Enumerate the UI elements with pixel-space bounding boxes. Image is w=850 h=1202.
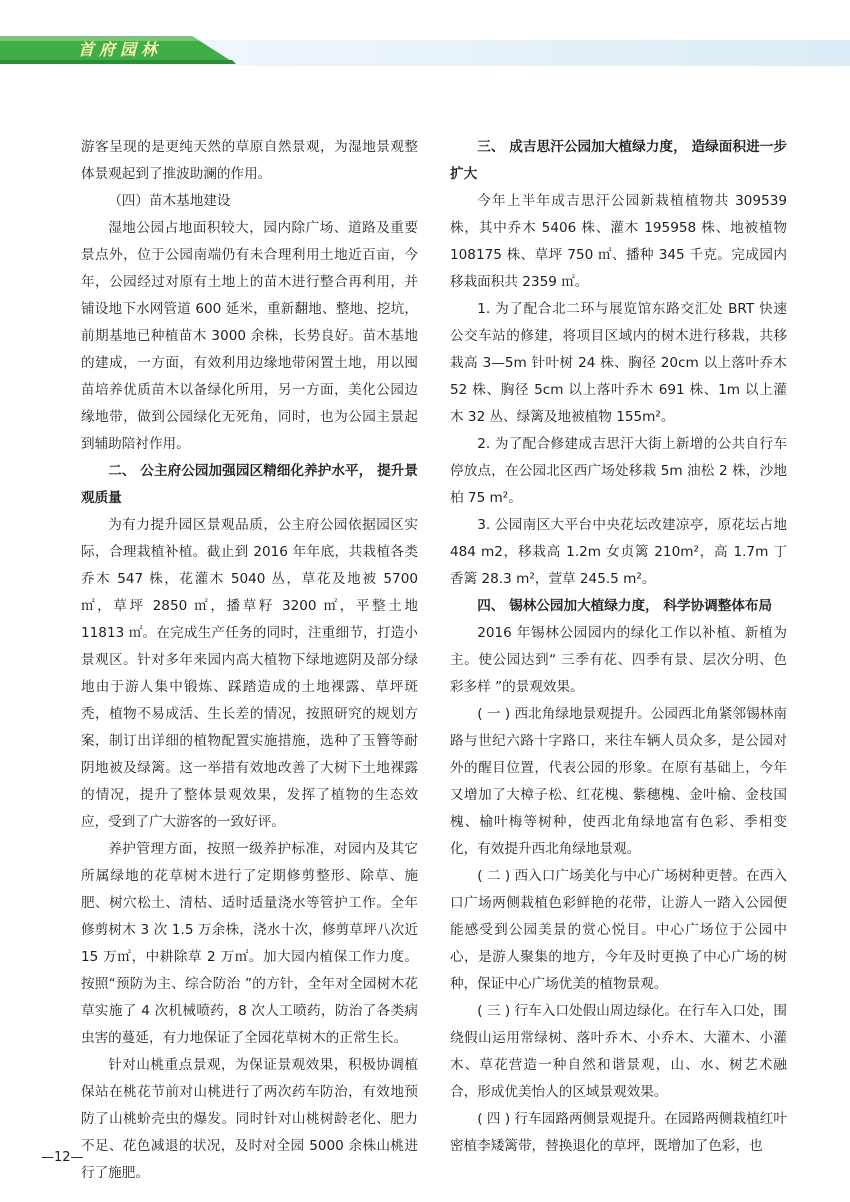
- paragraph: 3. 公园南区大平台中央花坛改建凉亭，原花坛占地 484 m2，移栽高 1.2m 女贞篱 210m²，高 1.7m 丁香篱 28.3 m²，萱草 245.5 m²。: [450, 517, 787, 587]
- section-title: 首府园林: [78, 40, 163, 59]
- paragraph: 为有力提升园区景观品质，公主府公园依据园区实际，合理栽植补植。截止到 2016 年年底，共栽植各类乔木 547 株，花灌木 5040 丛，草花及地被 5700 ㎡，草坪 2850 ㎡，播草籽 3200 ㎡，平整土地 11813 ㎡。在完成生产任务的同时，注重细节，打造小景观区。针对多年来园内高大植物下绿地遮阴及部分绿地由于游人集中锻炼、踩踏造成的土地裸露、草坪斑秃，植物不易成活、生长差的情况，按照研究的规划方案，制订出详细的植物配置实施措施，选种了玉簪等耐阴地被及绿篱。这一举措有效地改善了大树下土地裸露的情况，提升了整体景观效果，发挥了植物的生态效应，受到了广大游客的一致好评。: [81, 517, 418, 830]
- paragraph: 今年上半年成吉思汗公园新栽植植物共 309539 株，其中乔木 5406 株、灌木 195958 株、地被植物 108175 株、草坪 750 ㎡、播种 345 千克。完成园内移栽面积共 2359 ㎡。: [450, 193, 787, 290]
- paragraph: 养护管理方面，按照一级养护标准，对园内及其它所属绿地的花草树木进行了定期修剪整形、除草、施肥、树穴松土、清枯、适时适量浇水等管护工作。全年修剪树木 3 次 1.5 万余株，浇水十次，修剪草坪八次近 15 万㎡，中耕除草 2 万㎡。加大园内植保工作力度。按照“预防为主、综合防治 ”的方针，全年对全园树木花草实施了 4 次机械喷药，8 次人工喷药，防治了各类病虫害的蔓延，有力地保证了全园花草树木的正常生长。: [81, 841, 418, 1046]
- paragraph: ( 二 ) 西入口广场美化与中心广场树种更替。在西入口广场两侧栽植色彩鲜艳的花带，让游人一踏入公园便能感受到公园美景的赏心悦目。中心广场位于公园中心，是游人聚集的地方，今年及时更换了中心广场的树种，保证中心广场优美的植物景观。: [450, 868, 787, 992]
- paragraph: 湿地公园占地面积较大，园内除广场、道路及重要景点外，位于公园南端仍有未合理利用土地近百亩，今年，公园经过对原有土地上的苗木进行整合再利用，并铺设地下水网管道 600 延米，重新翻地、整地、挖坑，前期基地已种植苗木 3000 余株，长势良好。苗木基地的建成，一方面，有效利用边缘地带闲置土地，用以囤苗培养优质苗木以备绿化所用，另一方面，美化公园边缘地带，做到公园绿化无死角，同时，也为公园主景起到辅助陪衬作用。: [81, 220, 418, 452]
- paragraph: ( 四 ) 行车园路两侧景观提升。在园路两侧栽植红叶密植李矮篱带，替换退化的草坪，既增加了色彩，也: [450, 1111, 787, 1154]
- paragraph: 2016 年锡林公园园内的绿化工作以补植、新植为主。使公园达到“ 三季有花、四季有景、层次分明、色彩多样 ”的景观效果。: [450, 625, 787, 695]
- section-heading: 二、 公主府公园加强园区精细化养护水平， 提升景观质量: [81, 463, 418, 506]
- paragraph: （四）苗木基地建设: [108, 193, 231, 209]
- paragraph: 针对山桃重点景观，为保证景观效果，积极协调植保站在桃花节前对山桃进行了两次药车防治，有效地预防了山桃蚧壳虫的爆发。同时针对山桃树龄老化、肥力不足、花色减退的状况，及时对全园 5000 余株山桃进行了施肥。: [81, 1057, 418, 1181]
- paragraph: 游客呈现的是更纯天然的草原自然景观，为湿地景观整体景观起到了推波助澜的作用。: [81, 139, 418, 182]
- left-column: [81, 134, 418, 1187]
- paragraph: ( 一 ) 西北角绿地景观提升。公园西北角紧邻锡林南路与世纪六路十字路口，来往车辆人员众多，是公园对外的醒目位置，代表公园的形象。在原有基础上，今年又增加了大樟子松、红花槐、紫穗槐、金叶榆、金枝国槐、榆叶梅等树种，使西北角绿地富有色彩、季相变化，有效提升西北角绿地景观。: [450, 706, 787, 857]
- page-number: —12—: [41, 1150, 84, 1165]
- paragraph: 1. 为了配合北二环与展览馆东路交汇处 BRT 快速公交车站的修建，将项目区域内的树木进行移栽，共移栽高 3—5m 针叶树 24 株、胸径 20cm 以上落叶乔木 52 株、胸径 5cm 以上落叶乔木 691 株、1m 以上灌木 32 丛、绿篱及地被植物 155m²。: [450, 301, 787, 425]
- section-heading: 三、 成吉思汗公园加大植绿力度， 造绿面积进一步扩大: [450, 139, 787, 182]
- section-heading: 四、 锡林公园加大植绿力度， 科学协调整体布局: [477, 598, 773, 614]
- right-column: [450, 134, 787, 1160]
- paragraph: 2. 为了配合修建成吉思汗大街上新增的公共自行车停放点，在公园北区西广场处移栽 5m 油松 2 株，沙地柏 75 m²。: [450, 436, 787, 506]
- paragraph: ( 三 ) 行车入口处假山周边绿化。在行车入口处，围绕假山运用常绿树、落叶乔木、小乔木、大灌木、小灌木、草花营造一种自然和谐景观，山、水、树艺术融合，形成优美怡人的区域景观效果。: [450, 1003, 787, 1100]
